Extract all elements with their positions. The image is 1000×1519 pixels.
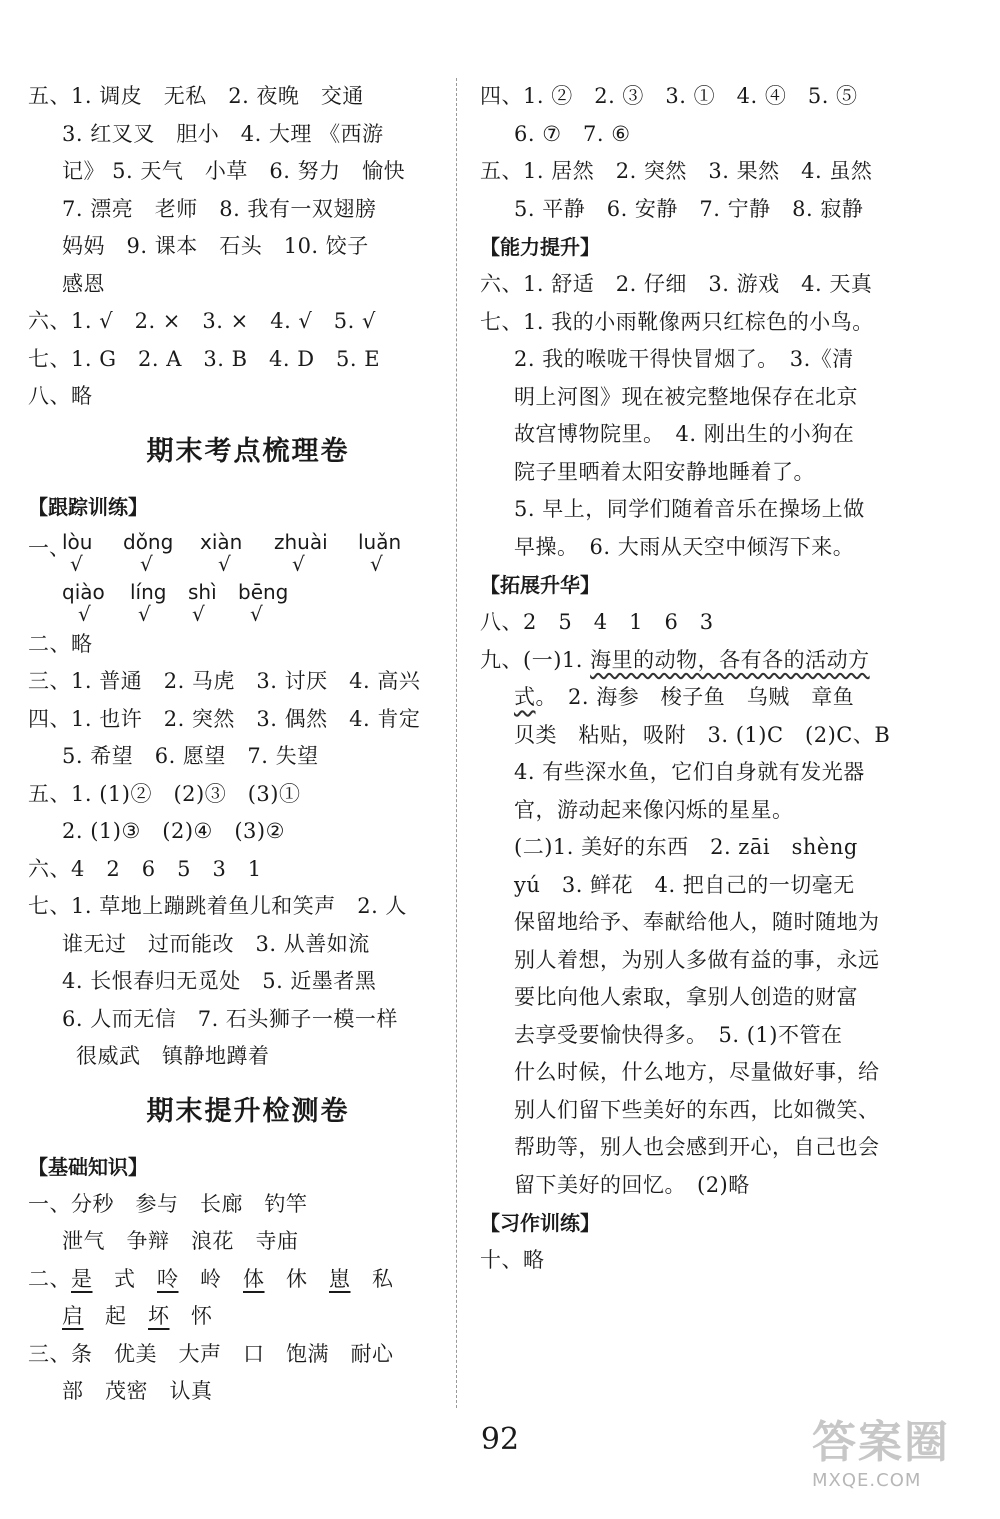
word-underlined: 是 [71, 1266, 93, 1291]
answer-line: 明上河图》现在被完整地保存在北京 [514, 384, 858, 409]
watermark-logo: 答案圈 [812, 1417, 950, 1468]
page-number: 92 [480, 1422, 520, 1457]
answer-line: 妈妈 9. 课本 石头 10. 饺子 [62, 234, 369, 258]
answer-line: 3. 红叉叉 胆小 4. 大理 《西游 [62, 121, 384, 146]
answer-line: 6. ⑦ 7. ⑥ [514, 121, 631, 146]
answer-line: 官，游动起来像闪烁的星星。 [514, 797, 794, 822]
answer-line: 帮助等，别人也会感到开心，自己也会 [514, 1135, 880, 1159]
check-mark: √ [218, 551, 231, 576]
pinyin-word: zhuài [274, 529, 328, 554]
wavy-underlined-answer: 海里的动物，各有各的活动方 [590, 647, 870, 672]
answer-line: 三、条 优美 大声 口 饱满 耐心 [28, 1341, 394, 1366]
answer-line: 5. 平静 6. 安静 7. 宁静 8. 寂静 [514, 196, 864, 221]
section-title: 期末提升检测卷 [146, 1095, 350, 1127]
pinyin-word: líng [130, 579, 167, 604]
answer-line: 贝类 粘贴，吸附 3. (1)C (2)C、B [514, 722, 891, 747]
answer-line: 4. 有些深水鱼，它们自身就有发光器 [514, 760, 865, 784]
watermark-url: MXQE.COM [812, 1470, 922, 1491]
answer-line: 部 茂密 认真 [62, 1379, 213, 1403]
answer-line: 七、1. 草地上蹦跳着鱼儿和笑声 2. 人 [28, 894, 407, 918]
word: 岭 [200, 1266, 222, 1291]
answer-line: 4. 长恨春归无觅处 5. 近墨者黑 [62, 969, 377, 993]
pinyin-word: luǎn [358, 529, 402, 554]
section-title: 期末考点梳理卷 [146, 435, 350, 467]
pinyin-word: xiàn [200, 529, 243, 554]
answer-line: 谁无过 过而能改 3. 从善如流 [62, 931, 370, 956]
left-column [28, 78, 468, 1411]
pinyin-word: bēng [238, 579, 289, 604]
answer-line: 三、1. 普通 2. 马虎 3. 讨厌 4. 高兴 [28, 669, 421, 693]
answer-line: 五、1. (1)② (2)③ (3)① [28, 781, 301, 806]
pinyin-word: lòu [62, 529, 93, 554]
answer-line: yú 3. 鲜花 4. 把自己的一切毫无 [514, 872, 855, 897]
answer-line: 五、1. 居然 2. 突然 3. 果然 4. 虽然 [480, 159, 873, 183]
answer-line: 5. 希望 6. 愿望 7. 失望 [62, 744, 319, 768]
answer-line: 八、略 [28, 384, 93, 408]
question-label: 二、 [28, 1266, 71, 1291]
answer-line: 留下美好的回忆。 (2)略 [514, 1172, 750, 1197]
check-mark: √ [192, 601, 205, 626]
answer-line: 6. 人而无信 7. 石头狮子一模一样 [62, 1006, 398, 1031]
answer-line: 十、略 [480, 1248, 545, 1272]
wavy-underlined-answer: 式 [514, 685, 536, 709]
pinyin-word: qiào [62, 579, 105, 604]
answer-line: 七、1. 我的小雨靴像两只红棕色的小鸟。 [480, 309, 874, 334]
word-underlined: 体 [243, 1266, 265, 1291]
answer-line: 六、1. √ 2. × 3. × 4. √ 5. √ [28, 309, 376, 333]
answer-line [480, 642, 920, 680]
answer-line: 四、1. 也许 2. 突然 3. 偶然 4. 肯定 [28, 706, 421, 731]
answer-line: 7. 漂亮 老师 8. 我有一双翅膀 [62, 196, 377, 221]
answer-line: 别人们留下些美好的东西，比如微笑、 [514, 1097, 880, 1122]
answer-line: 保留地给予、奉献给他人，随时随地为 [514, 910, 880, 934]
word: 休 [286, 1266, 308, 1291]
check-mark: √ [140, 551, 153, 576]
word-underlined: 启 [62, 1304, 84, 1328]
subsection-heading: 【基础知识】 [28, 1154, 148, 1179]
answer-line: 记》 5. 天气 小草 6. 努力 愉快 [62, 159, 406, 183]
check-mark: √ [138, 601, 151, 626]
pinyin-word: dǒng [123, 529, 174, 554]
answer-line: 院子里晒着太阳安静地睡着了。 [514, 459, 815, 484]
subsection-heading: 【跟踪训练】 [28, 494, 148, 519]
check-mark: √ [292, 551, 305, 576]
answer-line [480, 679, 920, 717]
word-underlined: 呤 [157, 1266, 179, 1291]
answer-line: 去享受要愉快得多。 5. (1)不管在 [514, 1022, 843, 1047]
pinyin-row [28, 576, 468, 626]
answer-line: 2. (1)③ (2)④ (3)② [62, 819, 285, 843]
answer-line: 什么时候，什么地方，尽量做好事，给 [514, 1060, 880, 1084]
right-column [480, 78, 920, 1280]
answer-line: 感恩 [62, 271, 105, 296]
check-mark: √ [78, 601, 91, 626]
answer-line: 六、1. 舒适 2. 仔细 3. 游戏 4. 天真 [480, 272, 873, 296]
word: 私 [372, 1266, 394, 1291]
pinyin-word: shì [188, 579, 217, 604]
answer-line: 五、1. 调皮 无私 2. 夜晚 交通 [28, 84, 364, 108]
answer-line: 泄气 争辩 浪花 寺庙 [62, 1229, 299, 1253]
check-mark: √ [70, 551, 83, 576]
answer-line: 二、略 [28, 631, 93, 656]
answer-line: 要比向他人索取，拿别人创造的财富 [514, 985, 858, 1009]
answer-line: 八、2 5 4 1 6 3 [480, 610, 714, 634]
answer-line: (二)1. 美好的东西 2. zāi shèng [514, 835, 858, 859]
word: 起 [105, 1304, 127, 1328]
subsection-heading: 【拓展升华】 [480, 573, 600, 597]
answer-line: 七、1. G 2. A 3. B 4. D 5. E [28, 346, 381, 371]
answer-line: 很威武 镇静地蹲着 [76, 1044, 270, 1068]
answer-line: 别人着想，为别人多做有益的事，永远 [514, 947, 880, 972]
answer-line: 早操。 6. 大雨从天空中倾泻下来。 [514, 534, 855, 559]
answer-line [28, 1261, 468, 1299]
answer-line: 六、4 2 6 5 3 1 [28, 856, 262, 881]
pinyin-row [28, 526, 468, 576]
answer-line [28, 1298, 468, 1336]
answer-line: 故宫博物院里。 4. 刚出生的小狗在 [514, 422, 855, 446]
answer-text: 。 2. 海参 梭子鱼 乌贼 章鱼 [535, 685, 855, 709]
answer-line: 四、1. ② 2. ③ 3. ① 4. ④ 5. ⑤ [480, 84, 858, 108]
subsection-heading: 【能力提升】 [480, 235, 600, 259]
word-underlined: 崽 [329, 1266, 351, 1291]
answer-line: 一、分秒 参与 长廊 钓竿 [28, 1191, 308, 1216]
watermark [812, 1406, 982, 1501]
word: 式 [114, 1266, 136, 1291]
word-underlined: 坏 [148, 1304, 170, 1328]
answer-line: 5. 早上，同学们随着音乐在操场上做 [514, 497, 865, 521]
word: 怀 [191, 1304, 213, 1328]
answer-line: 2. 我的喉咙干得快冒烟了。 3.《清 [514, 347, 854, 371]
question-label: 九、(一)1. [480, 647, 591, 672]
question-label: 一、 [28, 535, 70, 560]
check-mark: √ [370, 551, 383, 576]
subsection-heading: 【习作训练】 [480, 1211, 600, 1235]
check-mark: √ [250, 601, 263, 626]
